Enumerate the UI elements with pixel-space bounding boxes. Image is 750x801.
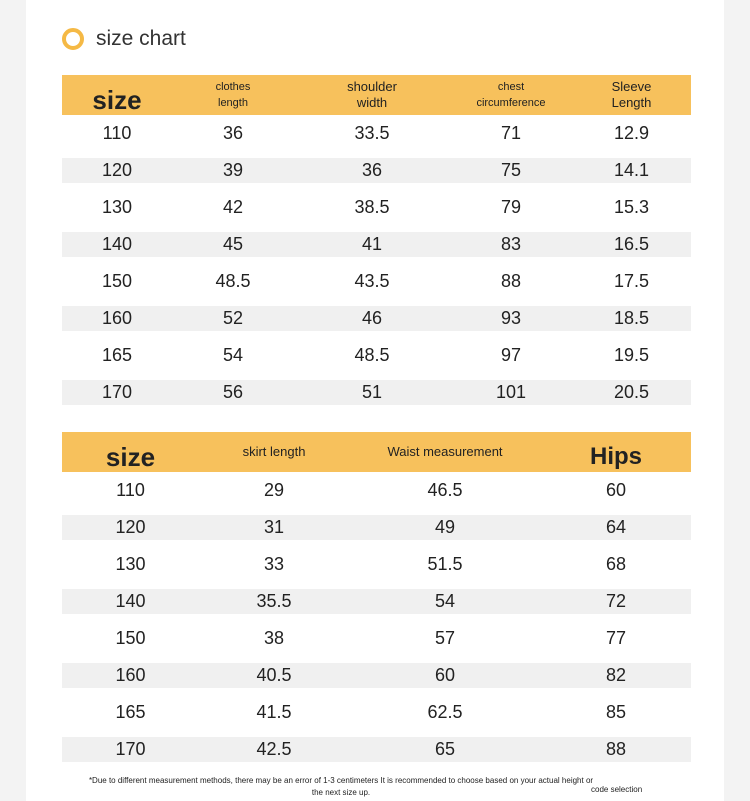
table-cell: 41 (294, 229, 450, 260)
header-shoulder-width: shoulder width (294, 75, 450, 115)
table-cell: 130 (101, 197, 133, 217)
table-cell: 36 (294, 155, 450, 186)
bottom-size-table (62, 432, 691, 768)
table-cell: 56 (172, 377, 294, 408)
table-cell: 93 (450, 303, 572, 334)
table-cell: 64 (541, 512, 691, 543)
table-cell: 79 (500, 197, 522, 217)
table-row (62, 586, 691, 617)
header-skirt-length: skirt length (199, 432, 349, 472)
table-cell: 97 (500, 345, 522, 365)
table-cell: 51 (294, 377, 450, 408)
table-cell: 41.5 (256, 702, 292, 722)
table-cell: 12.9 (613, 123, 650, 143)
table-cell: 85 (605, 702, 627, 722)
table-cell: 42 (222, 197, 244, 217)
table-cell: 38 (263, 628, 285, 648)
table-cell: 130 (115, 554, 146, 574)
table-row (62, 377, 691, 408)
table-cell: 29 (263, 480, 285, 500)
table-row (62, 229, 691, 260)
table-cell: 18.5 (572, 303, 691, 334)
table-cell: 170 (62, 734, 199, 765)
table-cell: 60 (349, 660, 541, 691)
table-cell: 54 (349, 586, 541, 617)
table-cell: 165 (101, 345, 133, 365)
table-row (62, 186, 691, 229)
table-cell: 160 (62, 303, 172, 334)
table-cell: 14.1 (572, 155, 691, 186)
table-cell: 88 (500, 271, 522, 291)
table-row (62, 617, 691, 660)
table-row (62, 734, 691, 765)
footnote-tail: code selection (591, 785, 643, 794)
top-table-header-row (62, 75, 691, 115)
table-cell: 45 (172, 229, 294, 260)
table-cell: 165 (115, 702, 146, 722)
bottom-table-header-row (62, 432, 691, 472)
top-size-table (62, 75, 691, 411)
table-cell: 42.5 (199, 734, 349, 765)
table-cell: 72 (541, 586, 691, 617)
table-row (62, 260, 691, 303)
header-size: size (62, 75, 172, 115)
table-row (62, 115, 691, 155)
table-cell: 140 (62, 586, 199, 617)
table-cell: 19.5 (613, 345, 650, 365)
table-row (62, 660, 691, 691)
table-cell: 16.5 (572, 229, 691, 260)
measurement-footnote: *Due to different measurement methods, there may be an error of 1-3 centimeters It is recommended to choose based on your actual height or the next size up. (88, 776, 594, 797)
size-chart-page (26, 0, 724, 801)
table-cell: 88 (541, 734, 691, 765)
table-row (62, 512, 691, 543)
table-cell: 33.5 (354, 123, 390, 143)
table-cell: 110 (102, 123, 132, 143)
table-cell: 75 (450, 155, 572, 186)
table-cell: 15.3 (613, 197, 650, 217)
table-cell: 38.5 (354, 197, 390, 217)
table-row (62, 303, 691, 334)
table-cell: 71 (500, 123, 522, 143)
table-cell: 57 (434, 628, 456, 648)
table-row (62, 155, 691, 186)
table-cell: 52 (172, 303, 294, 334)
table-cell: 101 (450, 377, 572, 408)
table-cell: 33 (263, 554, 285, 574)
table-cell: 120 (62, 512, 199, 543)
table-cell: 83 (450, 229, 572, 260)
table-cell: 82 (541, 660, 691, 691)
table-cell: 49 (349, 512, 541, 543)
table-cell: 20.5 (572, 377, 691, 408)
table-cell: 65 (349, 734, 541, 765)
table-cell: 43.5 (354, 271, 390, 291)
section-heading (62, 24, 186, 54)
table-row (62, 334, 691, 377)
table-cell: 48.5 (215, 271, 251, 291)
table-cell: 46 (294, 303, 450, 334)
table-row (62, 472, 691, 512)
table-cell: 36 (222, 123, 244, 143)
table-row (62, 691, 691, 734)
header-chest-circumference: chest circumference (450, 75, 572, 115)
table-cell: 48.5 (354, 345, 390, 365)
header-clothes-length: clothes length (172, 75, 294, 115)
table-cell: 62.5 (427, 702, 463, 722)
table-cell: 54 (222, 345, 244, 365)
table-cell: 51.5 (427, 554, 463, 574)
header-size: size (62, 432, 199, 472)
table-cell: 120 (62, 155, 172, 186)
table-cell: 68 (605, 554, 627, 574)
table-cell: 77 (605, 628, 627, 648)
table-row (62, 543, 691, 586)
table-cell: 150 (101, 271, 133, 291)
table-cell: 46.5 (427, 480, 463, 500)
table-cell: 40.5 (199, 660, 349, 691)
page-title: size chart (96, 27, 186, 50)
table-cell: 170 (62, 377, 172, 408)
table-cell: 160 (62, 660, 199, 691)
table-cell: 150 (115, 628, 146, 648)
table-cell: 60 (605, 480, 627, 500)
header-sleeve-length: Sleeve Length (572, 75, 691, 115)
circle-icon (62, 28, 84, 50)
table-cell: 35.5 (199, 586, 349, 617)
table-cell: 39 (172, 155, 294, 186)
header-waist-measurement: Waist measurement (349, 432, 541, 472)
header-hips: Hips (541, 432, 691, 472)
table-cell: 140 (62, 229, 172, 260)
table-cell: 31 (199, 512, 349, 543)
table-cell: 110 (116, 480, 145, 500)
table-cell: 17.5 (613, 271, 650, 291)
